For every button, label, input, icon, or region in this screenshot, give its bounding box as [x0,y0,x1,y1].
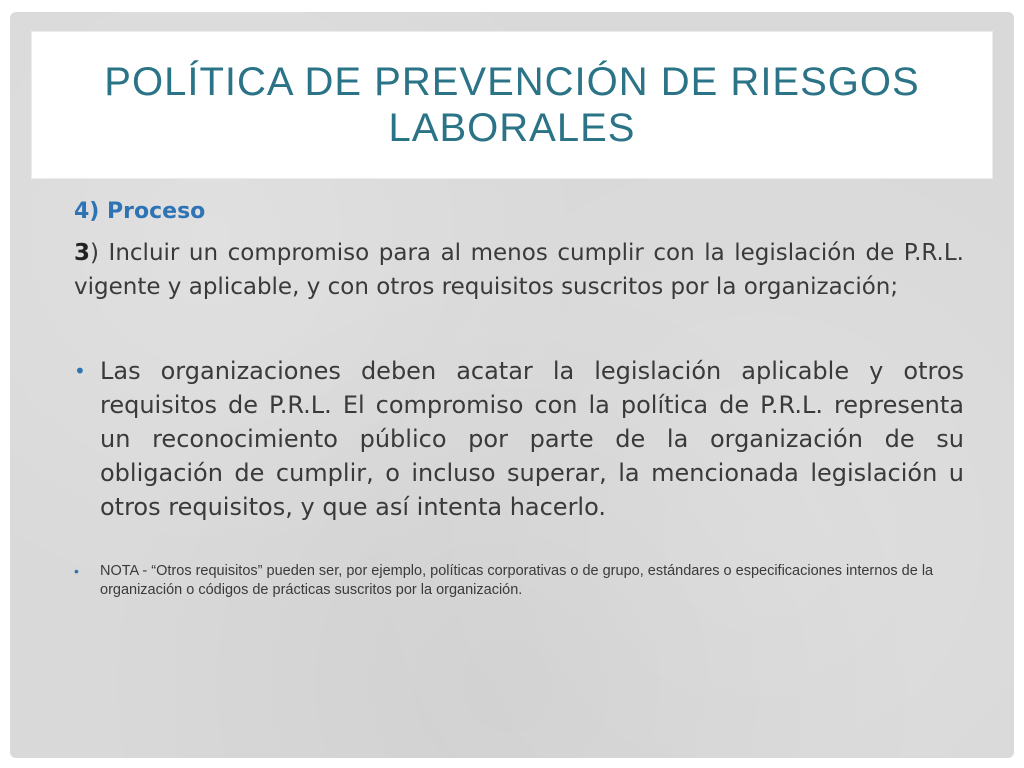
note-text: NOTA - “Otros requisitos” pueden ser, por ejemplo, políticas corporativas o de grupo, estándares o especificaciones internos de la organización o códigos de prácticas suscritos por la organización. [100,563,934,598]
title-box [32,32,992,178]
item-number: 3 [74,240,91,266]
slide [10,12,1014,758]
bullet-item [74,354,964,524]
bullet-text: Las organizaciones deben acatar la legislación aplicable y otros requisitos de P.R.L. El compromiso con la política de P.R.L. representa un reconocimiento público por parte de la organización de su obligación de cumplir, o incluso superar, la mencionada legislación u otros requisitos, y que así intenta hacerlo. [100,357,964,521]
item-paragraph [74,236,964,304]
bullet-marker: • [74,563,79,579]
slide-content [74,198,964,600]
section-heading: 4) Proceso [74,199,206,224]
bullet-marker: • [74,359,86,383]
slide-title: POLÍTICA DE PREVENCIÓN DE RIESGOS LABORALES [104,60,920,150]
item-text: ) Incluir un compromiso para al menos cumplir con la legislación de P.R.L. vigente y aplicable, y con otros requisitos suscritos por la organización; [74,240,964,300]
note-bullet-item [74,562,964,600]
